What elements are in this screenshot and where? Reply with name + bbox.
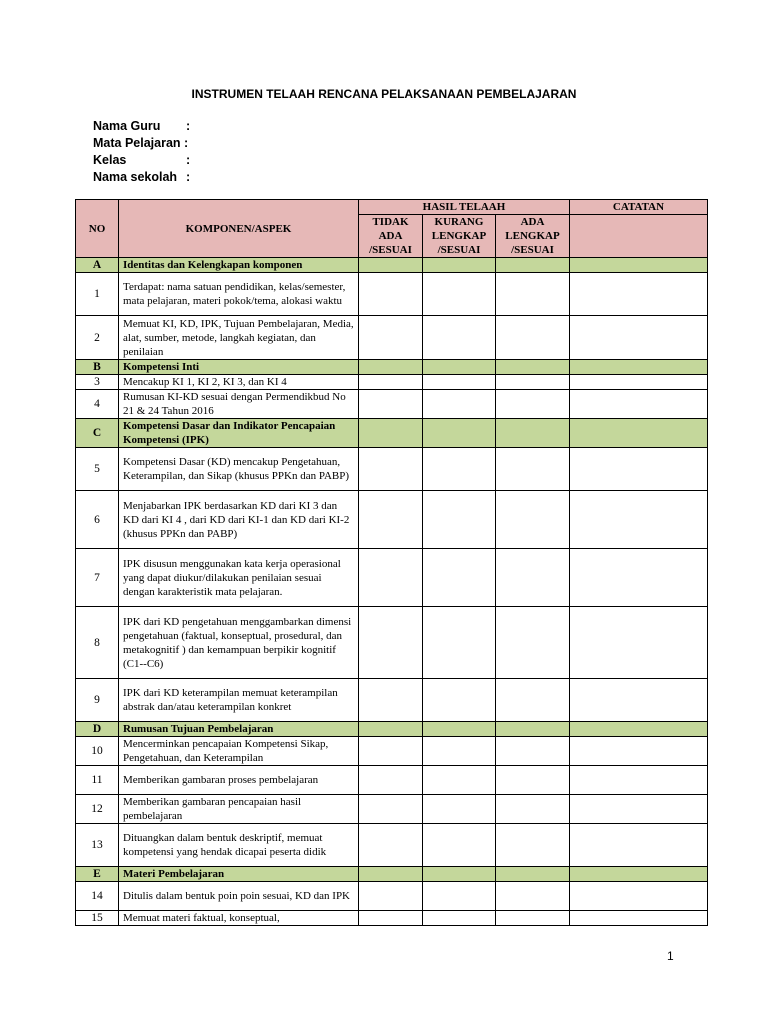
row-text: Ditulis dalam bentuk poin poin sesuai, KD dan IPK	[119, 882, 359, 911]
header-line: KURANG	[434, 216, 484, 228]
header-no: NO	[76, 200, 119, 258]
row-number: 1	[76, 273, 119, 316]
header-tidak-ada	[359, 215, 423, 258]
cell-kurang-lengkap[interactable]	[423, 390, 496, 419]
cell-ada-lengkap[interactable]	[496, 795, 570, 824]
cell-catatan[interactable]	[570, 448, 708, 491]
row-number: 13	[76, 824, 119, 867]
header-line: LENGKAP	[431, 230, 487, 242]
row-text: Rumusan KI-KD sesuai dengan Permendikbud No 21 & 24 Tahun 2016	[119, 390, 359, 419]
table-row	[76, 795, 708, 824]
info-row-kelas	[93, 152, 191, 169]
table-row	[76, 824, 708, 867]
row-text: Terdapat: nama satuan pendidikan, kelas/semester, mata pelajaran, materi pokok/tema, alokasi waktu	[119, 273, 359, 316]
header-line: /SESUAI	[437, 244, 481, 256]
cell-catatan[interactable]	[570, 824, 708, 867]
info-row-mata-pelajaran	[93, 135, 189, 152]
row-text: Memberikan gambaran pencapaian hasil pembelajaran	[119, 795, 359, 824]
info-label: Mata Pelajaran	[93, 136, 181, 150]
cell-tidak-ada[interactable]	[359, 375, 423, 390]
row-number: 12	[76, 795, 119, 824]
row-text: Kompetensi Dasar dan Indikator Pencapaian Kompetensi (IPK)	[119, 419, 359, 448]
row-text: IPK dari KD pengetahuan menggambarkan dimensi pengetahuan (faktual, konseptual, prosedural, dan metakognitif ) dan kemampuan berpikir kognitif (C1--C6)	[119, 607, 359, 679]
info-label: Nama Guru	[93, 119, 161, 133]
cell-tidak-ada[interactable]	[359, 911, 423, 926]
table-row	[76, 607, 708, 679]
table-row	[76, 390, 708, 419]
cell-catatan[interactable]	[570, 273, 708, 316]
section-row	[76, 360, 708, 375]
cell-catatan[interactable]	[570, 795, 708, 824]
header-line: LENGKAP	[505, 230, 560, 242]
row-text: Mencakup KI 1, KI 2, KI 3, dan KI 4	[119, 375, 359, 390]
header-line: TIDAK	[372, 216, 409, 228]
row-number: 10	[76, 737, 119, 766]
cell-kurang-lengkap[interactable]	[423, 607, 496, 679]
table-row	[76, 491, 708, 549]
row-number: D	[76, 722, 119, 737]
cell-tidak-ada[interactable]	[359, 390, 423, 419]
cell-tidak-ada[interactable]	[359, 491, 423, 549]
header-komponen-aspek: KOMPONEN/ASPEK	[119, 200, 359, 258]
table-row	[76, 911, 708, 926]
info-row-nama-sekolah	[93, 169, 191, 186]
info-colon: :	[186, 119, 191, 133]
table-row	[76, 273, 708, 316]
table-row	[76, 766, 708, 795]
header-ada-lengkap	[496, 215, 570, 258]
row-text: IPK dari KD keterampilan memuat keterampilan abstrak dan/atau keterampilan konkret	[119, 679, 359, 722]
cell-catatan[interactable]	[570, 882, 708, 911]
info-label: Nama sekolah	[93, 170, 178, 184]
document-title: INSTRUMEN TELAAH RENCANA PELAKSANAAN PEMBELAJARAN	[191, 87, 577, 101]
table-row	[76, 549, 708, 607]
row-text: Memuat KI, KD, IPK, Tujuan Pembelajaran, Media, alat, sumber, metode, langkah kegiatan, dan penilaian	[119, 316, 359, 360]
cell-catatan[interactable]	[570, 607, 708, 679]
cell-kurang-lengkap[interactable]	[423, 824, 496, 867]
row-number: 8	[76, 607, 119, 679]
row-number: C	[76, 419, 119, 448]
row-text: Mencerminkan pencapaian Kompetensi Sikap, Pengetahuan, dan Keterampilan	[119, 737, 359, 766]
cell-tidak-ada[interactable]	[359, 824, 423, 867]
cell-ada-lengkap[interactable]	[496, 549, 570, 607]
table-row	[76, 679, 708, 722]
info-label: Kelas	[93, 153, 127, 167]
row-number: 15	[76, 911, 119, 926]
header-line: ADA	[520, 216, 545, 228]
row-text: Memuat materi faktual, konseptual,	[119, 911, 359, 926]
info-colon: :	[186, 170, 191, 184]
cell-kurang-lengkap[interactable]	[423, 375, 496, 390]
row-number: B	[76, 360, 119, 375]
cell-ada-lengkap[interactable]	[496, 824, 570, 867]
cell-ada-lengkap[interactable]	[496, 273, 570, 316]
row-text: IPK disusun menggunakan kata kerja operasional yang dapat diukur/dilakukan penilaian sesuai dengan karakteristik mata pelajaran.	[119, 549, 359, 607]
cell-tidak-ada[interactable]	[359, 766, 423, 795]
table-row	[76, 375, 708, 390]
cell-ada-lengkap[interactable]	[496, 390, 570, 419]
info-colon: :	[184, 136, 189, 150]
cell-catatan[interactable]	[570, 911, 708, 926]
row-text: Identitas dan Kelengkapan komponen	[119, 258, 359, 273]
cell-tidak-ada[interactable]	[359, 273, 423, 316]
table-row	[76, 882, 708, 911]
row-number: 4	[76, 390, 119, 419]
row-number: 14	[76, 882, 119, 911]
cell-tidak-ada[interactable]	[359, 795, 423, 824]
row-number: 6	[76, 491, 119, 549]
row-number: 9	[76, 679, 119, 722]
teacher-info	[93, 118, 191, 186]
row-number: A	[76, 258, 119, 273]
cell-ada-lengkap[interactable]	[496, 766, 570, 795]
cell-ada-lengkap[interactable]	[496, 316, 570, 360]
cell-kurang-lengkap[interactable]	[423, 491, 496, 549]
cell-catatan[interactable]	[570, 766, 708, 795]
info-colon: :	[186, 153, 191, 167]
cell-ada-lengkap[interactable]	[496, 882, 570, 911]
cell-ada-lengkap[interactable]	[496, 491, 570, 549]
cell-kurang-lengkap[interactable]	[423, 795, 496, 824]
header-catatan: CATATAN	[570, 200, 708, 215]
row-text: Rumusan Tujuan Pembelajaran	[119, 722, 359, 737]
cell-catatan[interactable]	[570, 549, 708, 607]
cell-kurang-lengkap[interactable]	[423, 882, 496, 911]
page-number: 1	[667, 949, 674, 963]
cell-kurang-lengkap[interactable]	[423, 549, 496, 607]
cell-ada-lengkap[interactable]	[496, 911, 570, 926]
header-kurang-lengkap	[423, 215, 496, 258]
cell-tidak-ada[interactable]	[359, 679, 423, 722]
header-line: ADA	[378, 230, 403, 242]
row-number: 5	[76, 448, 119, 491]
row-text: Kompetensi Dasar (KD) mencakup Pengetahuan, Keterampilan, dan Sikap (khusus PPKn dan PABP)	[119, 448, 359, 491]
row-text: Kompetensi Inti	[119, 360, 359, 375]
cell-ada-lengkap[interactable]	[496, 448, 570, 491]
row-text: Memberikan gambaran proses pembelajaran	[119, 766, 359, 795]
row-number: 2	[76, 316, 119, 360]
cell-kurang-lengkap[interactable]	[423, 737, 496, 766]
cell-catatan[interactable]	[570, 390, 708, 419]
table-row	[76, 737, 708, 766]
row-text: Menjabarkan IPK berdasarkan KD dari KI 3 dan KD dari KI 4 , dari KD dari KI-1 dan KD dari KI-2 (khusus PPKn dan PABP)	[119, 491, 359, 549]
cell-kurang-lengkap[interactable]	[423, 316, 496, 360]
table-row	[76, 448, 708, 491]
cell-catatan[interactable]	[570, 737, 708, 766]
section-row	[76, 258, 708, 273]
cell-ada-lengkap[interactable]	[496, 737, 570, 766]
cell-kurang-lengkap[interactable]	[423, 766, 496, 795]
row-number: 7	[76, 549, 119, 607]
table-row	[76, 316, 708, 360]
header-catatan-blank	[570, 215, 708, 258]
cell-ada-lengkap[interactable]	[496, 679, 570, 722]
info-row-nama-guru	[93, 118, 191, 135]
header-hasil-telaah: HASIL TELAAH	[359, 200, 570, 215]
cell-kurang-lengkap[interactable]	[423, 911, 496, 926]
header-line: /SESUAI	[511, 244, 554, 256]
section-row	[76, 722, 708, 737]
row-text: Dituangkan dalam bentuk deskriptif, memuat kompetensi yang hendak dicapai peserta didik	[119, 824, 359, 867]
cell-kurang-lengkap[interactable]	[423, 273, 496, 316]
row-text: Materi Pembelajaran	[119, 867, 359, 882]
header-line: /SESUAI	[369, 244, 412, 256]
cell-tidak-ada[interactable]	[359, 607, 423, 679]
cell-kurang-lengkap[interactable]	[423, 448, 496, 491]
cell-catatan[interactable]	[570, 375, 708, 390]
cell-tidak-ada[interactable]	[359, 882, 423, 911]
cell-tidak-ada[interactable]	[359, 448, 423, 491]
row-number: 11	[76, 766, 119, 795]
cell-kurang-lengkap[interactable]	[423, 679, 496, 722]
cell-ada-lengkap[interactable]	[496, 375, 570, 390]
cell-catatan[interactable]	[570, 316, 708, 360]
cell-catatan[interactable]	[570, 491, 708, 549]
row-number: E	[76, 867, 119, 882]
cell-ada-lengkap[interactable]	[496, 607, 570, 679]
section-row	[76, 419, 708, 448]
cell-catatan[interactable]	[570, 679, 708, 722]
section-row	[76, 867, 708, 882]
review-table	[75, 199, 708, 926]
cell-tidak-ada[interactable]	[359, 549, 423, 607]
row-number: 3	[76, 375, 119, 390]
cell-tidak-ada[interactable]	[359, 316, 423, 360]
cell-tidak-ada[interactable]	[359, 737, 423, 766]
